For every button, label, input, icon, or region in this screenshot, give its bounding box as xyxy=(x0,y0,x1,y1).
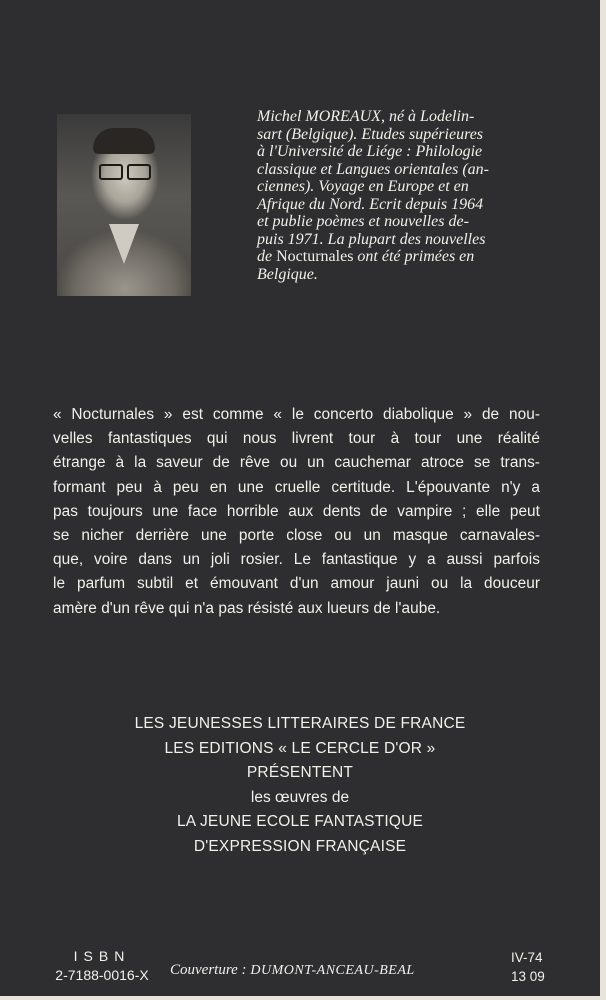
print-code: IV-74 xyxy=(511,950,543,965)
bio-text: ont été primées en xyxy=(353,248,475,265)
blurb-line: « Nocturnales » est comme « le concerto diabolique » de nou- xyxy=(53,406,540,423)
blurb-line: amère d'un rêve qui n'a pas résisté aux lueurs de l'aube. xyxy=(53,599,441,617)
bio-line: à l'Université de Liége : Philologie xyxy=(257,143,483,160)
bio-line: puis 1971. La plupart des nouvelles xyxy=(257,230,486,248)
publisher-line: les œuvres de xyxy=(250,788,350,806)
portrait-glasses xyxy=(99,164,151,178)
author-bio xyxy=(257,108,553,283)
blurb-line: formant peu à peu en une cruelle certitude. L'épouvante n'y a xyxy=(53,478,540,496)
cover-credit-label: Couverture : xyxy=(170,962,247,978)
blurb-line: se nicher derrière une porte close ou un masque carnavales- xyxy=(53,527,540,545)
blurb-line: pas toujours une face horrible aux dents de vampire ; elle peut xyxy=(53,502,540,520)
publisher-line: LES EDITIONS « LE CERCLE D'OR » xyxy=(164,739,436,757)
publisher-block xyxy=(0,712,600,860)
publisher-line: D'EXPRESSION FRANÇAISE xyxy=(193,837,407,855)
blurb-line: le parfum subtil et émouvant d'un amour jauni ou la douceur xyxy=(53,575,540,593)
portrait-hair xyxy=(93,128,155,154)
portrait-collar xyxy=(109,224,139,264)
publisher-line: LES JEUNESSES LITTERAIRES DE FRANCE xyxy=(134,715,466,732)
author-portrait xyxy=(57,114,191,296)
bio-line: classique et Langues orientales (an- xyxy=(257,160,489,178)
blurb-line: que, voire dans un joli rosier. Le fantastique y a aussi parfois xyxy=(53,551,540,569)
book-blurb xyxy=(53,403,540,621)
bio-line: Afrique du Nord. Ecrit depuis 1964 xyxy=(257,195,484,213)
print-codes xyxy=(511,948,561,986)
isbn-value: 2-7188-0016-X xyxy=(55,967,149,983)
cover-credit xyxy=(170,960,500,980)
bio-line: ciennes). Voyage en Europe et en xyxy=(257,178,469,195)
blurb-line: velles fantastiques qui nous livrent tour à tour une réalité xyxy=(53,430,540,448)
bio-line: Michel MOREAUX, né à Lodelin- xyxy=(257,108,475,125)
publisher-line: PRÉSENTENT xyxy=(246,764,354,782)
publisher-line: LA JEUNE ECOLE FANTASTIQUE xyxy=(176,813,424,831)
isbn-block xyxy=(47,947,157,985)
bio-line: et publie poèmes et nouvelles de- xyxy=(257,213,469,230)
bio-line: Belgique. xyxy=(257,265,318,283)
print-code: 13 09 xyxy=(511,969,545,984)
book-title-inline: Nocturnales xyxy=(276,248,354,265)
bio-text: de xyxy=(257,248,277,265)
bio-line: sart (Belgique). Etudes supérieures xyxy=(257,125,484,143)
isbn-label: ISBN xyxy=(73,948,131,964)
cover-credit-value: DUMONT-ANCEAU-BEAL xyxy=(250,963,415,978)
bio-line xyxy=(257,248,553,266)
blurb-line: étrange à la saveur de rêve ou un cauchemar atroce se trans- xyxy=(53,454,540,472)
